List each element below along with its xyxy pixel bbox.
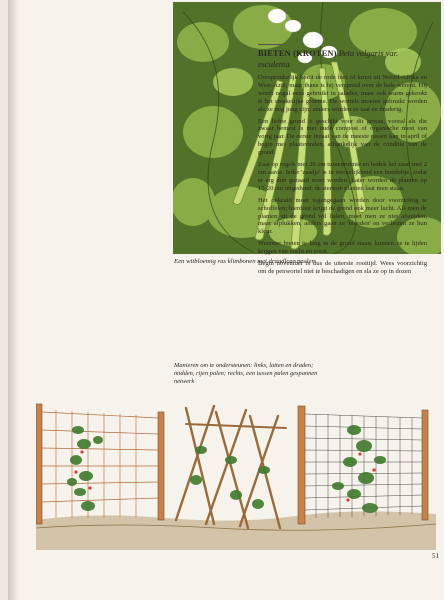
- photo-caption: Een witbloemig ras klimbonen met draadloze peulen: [174, 258, 315, 265]
- paragraph-origin: Oorspronkelijk komt de rode biet of kroot uit Noord-Afrika en West-Azië, maar thans is hij verspreid over de hele wereld. Hij wordt nogal eens gebruikt in salades, maar ook warm gekookt is het smakelijke groente. De wortels moeten gebruikt worden als ze nog jong zijn, anders worden ze taai en draderig.: [258, 74, 427, 113]
- heading-rule: [258, 44, 284, 45]
- article-body: [258, 74, 427, 280]
- netting-support: [298, 406, 428, 524]
- lath-and-wire-support: [36, 404, 164, 524]
- support-methods-caption: Manieren om te ondersteunen: links, latten en draden; midden, rijen palen; rechts, een tussen palen gespannen netwerk: [174, 362, 318, 385]
- paragraph-weeding: Het onkruid moet tegengegaan worden door voorzichtig te schoffelen; hierdoor krijgt de grond ook meer lucht. Als men de planten uit de grond wil halen, moet men ze niet afsnijden, maar afplukken, anders gaan ze 'bloeden' en verliezen ze hun kleur.: [258, 196, 427, 236]
- latin-name: Beta vulgaris: [338, 49, 384, 58]
- support-methods-drawing: [36, 400, 436, 550]
- paragraph-harvest: Begin november is dus de uiterste rooitijd. Wees voorzichtig om de penwortel niet te beschadigen en sla ze op in dozen: [258, 260, 427, 275]
- section-heading: [258, 49, 423, 70]
- page-gutter-shadow: [8, 0, 20, 600]
- book-page: [8, 0, 444, 600]
- paragraph-soil: Een lichte grond is geschikt voor dit gewas, vooral als die zwaar bemest is met oude compost of organische mest van vorig jaar. De eerste inzaai van de meeste rassen kan in april of begin mei plaatsvinden, afhankelijk van de conditie van de grond.: [258, 117, 427, 157]
- paragraph-frost: Wanneer bieten te lang in de grond staan, kunnen ze te lijden krijgen van vocht en vorst.: [258, 240, 427, 256]
- support-methods-illustration: [36, 400, 436, 550]
- pole-row-support: [176, 406, 286, 528]
- latin-name-tail: var. esculenta: [258, 49, 399, 69]
- page-number: 51: [432, 552, 439, 560]
- paragraph-sowing: Zaai op regels met 20 cm tussenruimte en bedek het zaad met 2 cm aarde. Ieder 'zaadje' is in werkelijkheid een bundeltje, zodat er erg dun gezaaid moet worden. Later worden de planten op 15-20 cm uitgedund; de sterkste planten laat men staan.: [258, 161, 427, 192]
- section-title: BIETEN (KROTEN): [258, 49, 337, 58]
